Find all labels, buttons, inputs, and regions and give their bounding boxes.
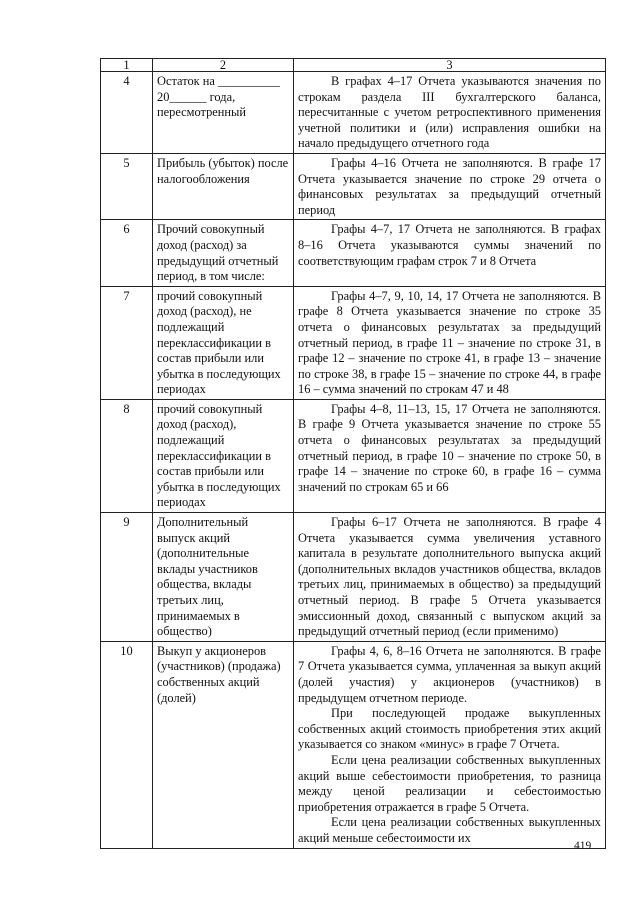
- row-number: 7: [101, 286, 153, 399]
- description-paragraph: В графах 4–17 Отчета указываются значения по строкам раздела III бухгалтерского баланса, пересчитанные с учетом ретроспективного применения учетной политики и (или) исправления ошибки на начало предыдущего отчетного года: [298, 74, 601, 151]
- description-paragraph: Графы 4, 6, 8–16 Отчета не заполняются. В графе 7 Отчета указывается сумма, уплаченная за выкуп акций (долей участия) у акционеров (участников) в предыдущем отчетном периоде.: [298, 643, 601, 705]
- description-paragraph: Графы 4–8, 11–13, 15, 17 Отчета не заполняются. В графе 9 Отчета указывается значение по строке 55 отчета о финансовых результатах за предыдущий отчетный период, в графе 10 – значение по строке 50, в графе 14 – значение по строке 60, в графе 16 – сумма значений по строкам 65 и 66: [298, 401, 601, 494]
- row-number: 5: [101, 153, 153, 219]
- row-indicator-name: Выкуп у акционеров (участников) (продажа) собственных акций (долей): [153, 641, 294, 848]
- row-indicator-name: Остаток на __________ 20______ года, пересмотренный: [153, 72, 294, 154]
- row-number: 8: [101, 399, 153, 512]
- description-paragraph: Если цена реализации собственных выкупленных акций меньше себестоимости их: [298, 815, 601, 845]
- description-paragraph: Графы 4–7, 17 Отчета не заполняются. В графах 8–16 Отчета указываются суммы значений по соответствующим графам строк 7 и 8 Отчета: [298, 222, 601, 268]
- row-description: [294, 286, 606, 399]
- table-row: [101, 641, 606, 848]
- header-col-3: 3: [294, 59, 606, 72]
- page-number: 419: [574, 840, 592, 852]
- report-table-body: [101, 59, 606, 849]
- table-row: [101, 220, 606, 286]
- report-table: [100, 58, 606, 849]
- row-number: 6: [101, 220, 153, 286]
- row-indicator-name: Дополнительный выпуск акций (дополнительные вклады участников общества, вклады третьих лиц, принимаемых в общество): [153, 513, 294, 642]
- table-row: [101, 399, 606, 512]
- row-description: [294, 399, 606, 512]
- row-number: 4: [101, 72, 153, 154]
- row-indicator-name: Прочий совокупный доход (расход) за предыдущий отчетный период, в том числе:: [153, 220, 294, 286]
- description-paragraph: Графы 6–17 Отчета не заполняются. В графе 4 Отчета указывается сумма увеличения уставного капитала в результате дополнительного выпуска акций (дополнительных вкладов участников общества, вкладов третьих лиц, принимаемых в общество) за предыдущий отчетный период. В графе 5 Отчета указывается эмиссионный доход, связанный с выпуском акций за предыдущий отчетный период (если применимо): [298, 515, 601, 639]
- description-paragraph: Если цена реализации собственных выкупленных акций выше себестоимости приобретения, то разница между ценой реализации и себестоимостью приобретения отражается в графе 5 Отчета.: [298, 752, 601, 814]
- row-description: [294, 513, 606, 642]
- row-number: 9: [101, 513, 153, 642]
- description-paragraph: Графы 4–7, 9, 10, 14, 17 Отчета не заполняются. В графе 8 Отчета указывается значение по строке 35 отчета о финансовых результатах за предыдущий отчетный период, в графе 11 – значение по строке 31, в графе 12 – значение по строке 41, в графе 13 – значение по строке 38, в графе 15 – значение по строке 44, в графе 16 – сумма значений по строкам 47 и 48: [298, 288, 601, 397]
- table-row: [101, 286, 606, 399]
- row-description: [294, 220, 606, 286]
- header-col-1: 1: [101, 59, 153, 72]
- row-description: [294, 641, 606, 848]
- table-row: [101, 153, 606, 219]
- description-paragraph: Графы 4–16 Отчета не заполняются. В графе 17 Отчета указывается значение по строке 29 отчета о финансовых результатах за предыдущий отчетный период: [298, 155, 601, 217]
- row-indicator-name: Прибыль (убыток) после налогообложения: [153, 153, 294, 219]
- table-header-row: [101, 59, 606, 72]
- row-description: [294, 72, 606, 154]
- table-row: [101, 72, 606, 154]
- description-paragraph: При последующей продаже выкупленных собственных акций стоимость приобретения этих акций указывается со знаком «минус» в графе 7 Отчета.: [298, 706, 601, 752]
- table-row: [101, 513, 606, 642]
- row-indicator-name: прочий совокупный доход (расход), подлежащий переклассификации в состав прибыли или убытка в последующих периодах: [153, 399, 294, 512]
- row-description: [294, 153, 606, 219]
- row-indicator-name: прочий совокупный доход (расход), не подлежащий переклассификации в состав прибыли или убытка в последующих периодах: [153, 286, 294, 399]
- header-col-2: 2: [153, 59, 294, 72]
- row-number: 10: [101, 641, 153, 848]
